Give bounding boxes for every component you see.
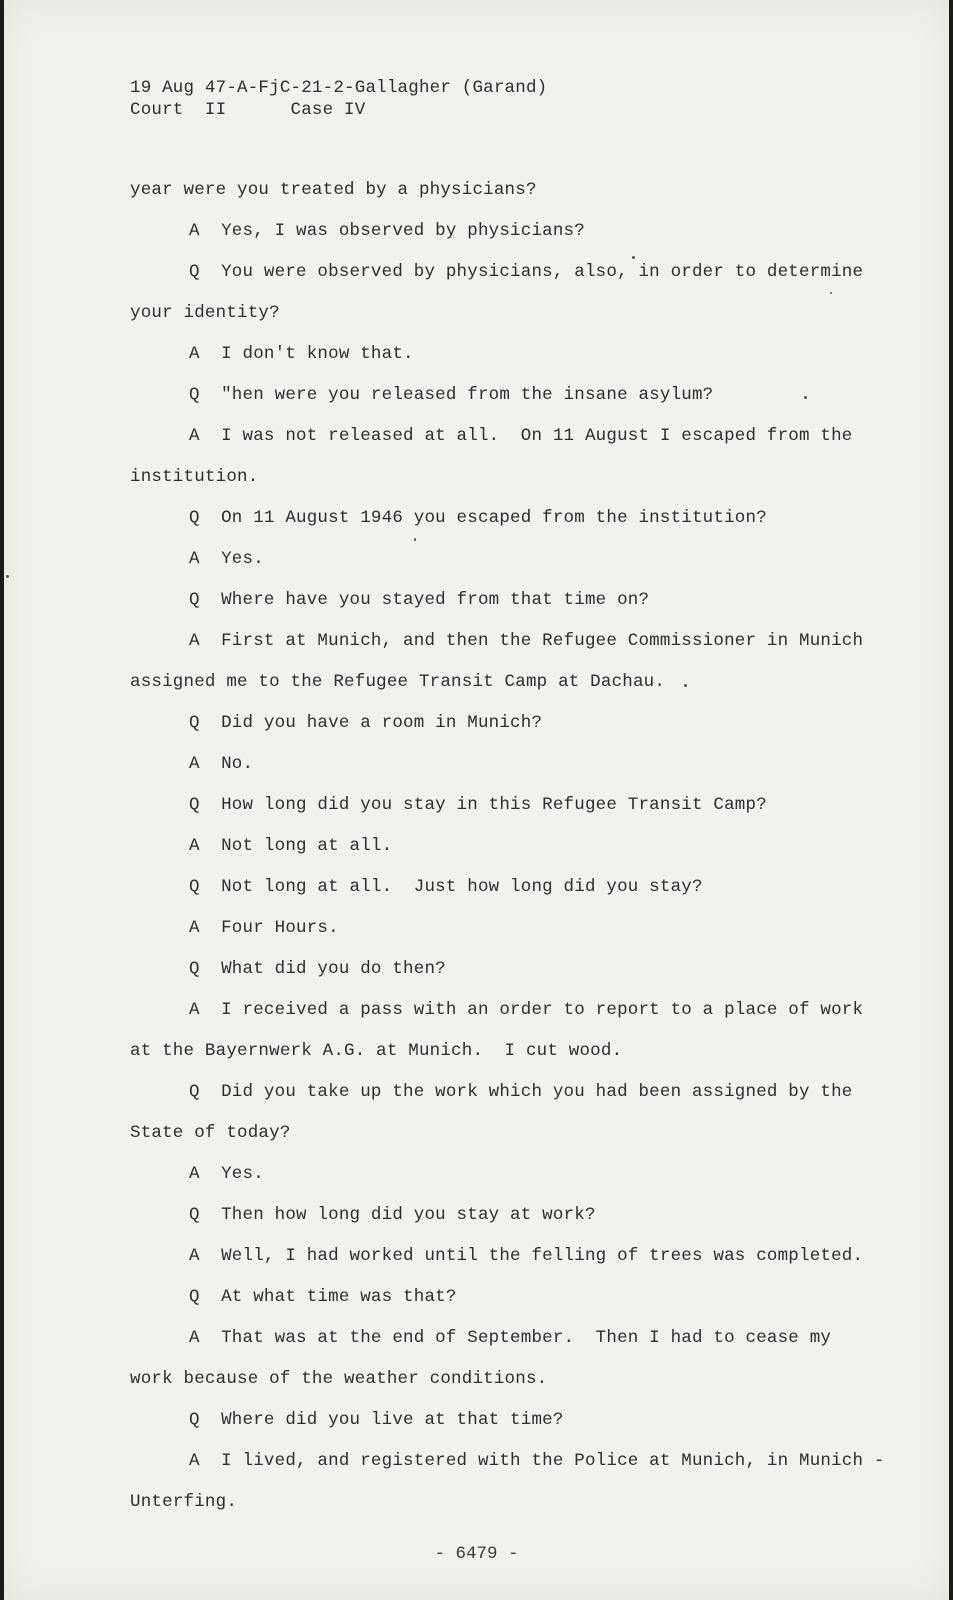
- transcript-line: work because of the weather conditions.: [130, 1369, 548, 1389]
- transcript-answer: A Four Hours.: [189, 918, 339, 938]
- transcript-answer: A Not long at all.: [189, 836, 393, 856]
- transcript-question: Q At what time was that?: [189, 1287, 457, 1307]
- header-reference-line: 19 Aug 47-A-FjC-21-2-Gallagher (Garand): [130, 78, 548, 98]
- transcript-answer: A I lived, and registered with the Police at Munich, in Munich -: [189, 1451, 885, 1471]
- paper-speck: [632, 256, 635, 259]
- transcript-answer: A I was not released at all. On 11 August I escaped from the: [189, 426, 853, 446]
- transcript-answer: A Yes, I was observed by physicians?: [189, 221, 585, 241]
- transcript-answer: A I don't know that.: [189, 344, 414, 364]
- paper-speck: [804, 396, 807, 399]
- transcript-question: Q Did you take up the work which you had been assigned by the: [189, 1082, 853, 1102]
- paper-speck: [414, 538, 416, 541]
- transcript-line: Unterfing.: [130, 1492, 238, 1512]
- transcript-line: at the Bayernwerk A.G. at Munich. I cut wood.: [130, 1041, 623, 1061]
- transcript-line: your identity?: [130, 303, 280, 323]
- transcript-answer: A Well, I had worked until the felling of trees was completed.: [189, 1246, 864, 1266]
- transcript-question: Q You were observed by physicians, also, in order to determine: [189, 262, 864, 282]
- transcript-line: year were you treated by a physicians?: [130, 180, 537, 200]
- transcript-answer: A First at Munich, and then the Refugee Commissioner in Munich: [189, 631, 864, 651]
- transcript-line: assigned me to the Refugee Transit Camp at Dachau.: [130, 672, 666, 692]
- transcript-question: Q Did you have a room in Munich?: [189, 713, 543, 733]
- transcript-question: Q Then how long did you stay at work?: [189, 1205, 596, 1225]
- paper-speck: [830, 292, 832, 294]
- paper-speck: [684, 684, 687, 687]
- page-number: - 6479 -: [434, 1544, 519, 1564]
- transcript-question: Q What did you do then?: [189, 959, 446, 979]
- transcript-line: institution.: [130, 467, 259, 487]
- transcript-question: Q Where did you live at that time?: [189, 1410, 564, 1430]
- transcript-answer: A No.: [189, 754, 254, 774]
- transcript-answer: A Yes.: [189, 549, 264, 569]
- transcript-question: Q On 11 August 1946 you escaped from the institution?: [189, 508, 767, 528]
- transcript-answer: A I received a pass with an order to report to a place of work: [189, 1000, 864, 1020]
- transcript-question: Q How long did you stay in this Refugee Transit Camp?: [189, 795, 767, 815]
- header-court-case-line: Court II Case IV: [130, 100, 366, 120]
- transcript-question: Q "hen were you released from the insane asylum?: [189, 385, 714, 405]
- transcript-question: Q Where have you stayed from that time on?: [189, 590, 650, 610]
- document-page: [4, 0, 949, 1600]
- transcript-answer: A Yes.: [189, 1164, 264, 1184]
- transcript-answer: A That was at the end of September. Then I had to cease my: [189, 1328, 832, 1348]
- transcript-line: State of today?: [130, 1123, 291, 1143]
- paper-speck: [6, 575, 9, 578]
- transcript-question: Q Not long at all. Just how long did you stay?: [189, 877, 703, 897]
